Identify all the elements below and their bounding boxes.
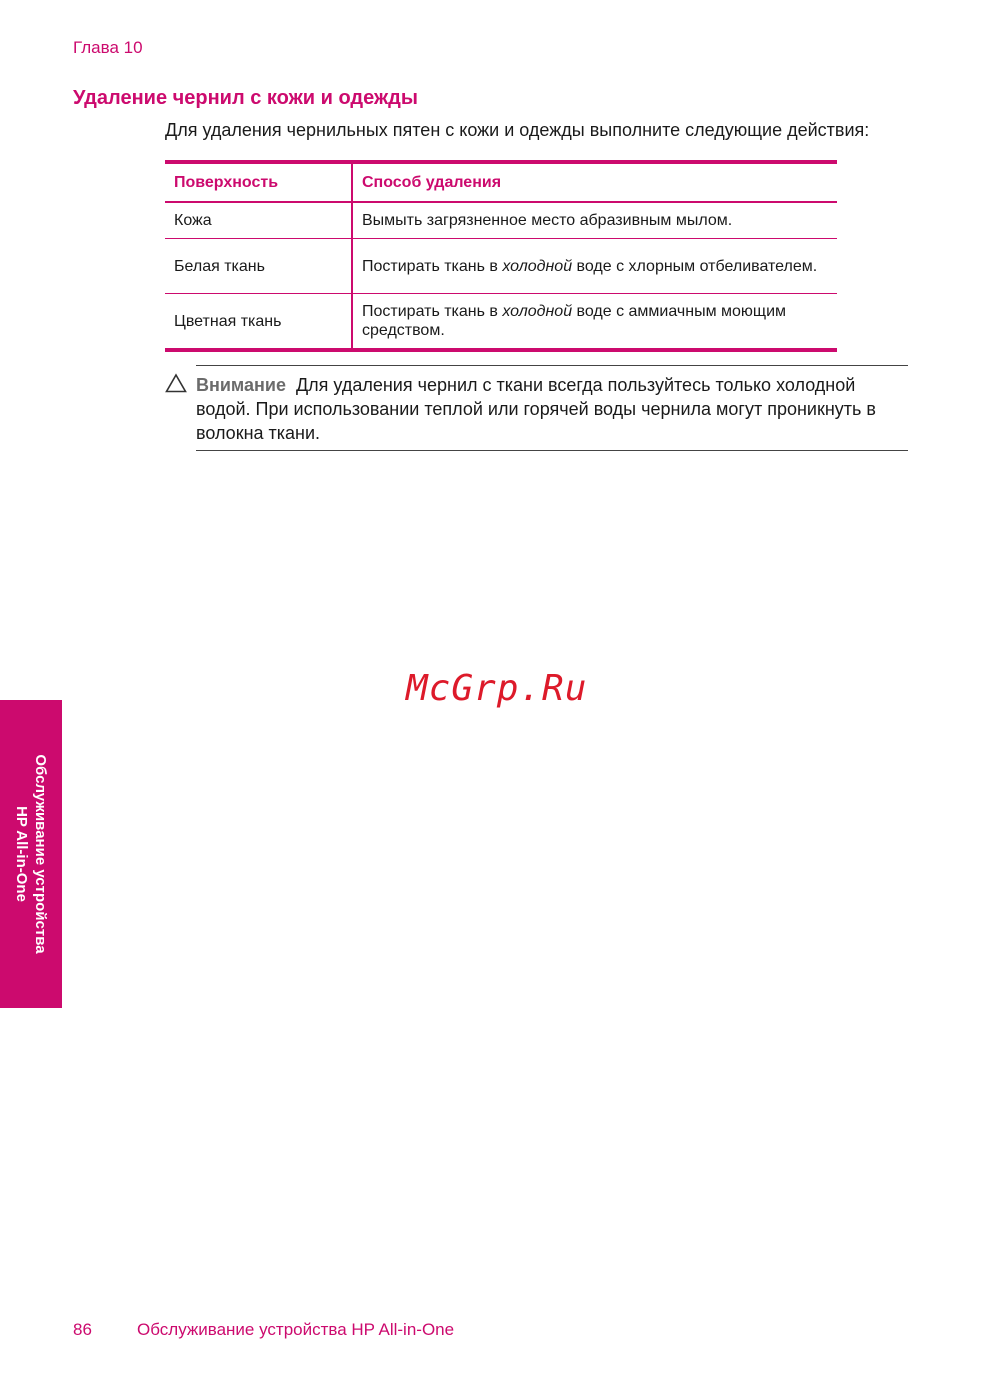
caution-label: Внимание: [196, 375, 286, 395]
side-tab-line-2: HP All-in-One: [13, 806, 30, 902]
side-tab: [0, 700, 62, 1008]
method-cell: [352, 239, 837, 294]
table-row: [165, 239, 837, 294]
side-tab-label: [12, 754, 50, 953]
method-text: Постирать ткань в: [362, 303, 503, 320]
intro-paragraph: Для удаления чернильных пятен с кожи и одежды выполните следующие действия:: [165, 120, 870, 140]
caution-text: Для удаления чернил с ткани всегда пользуйтесь только холодной водой. При использовании теплой или горячей воды чернила могут проникнуть в волокна ткани.: [196, 375, 876, 443]
column-header-surface: Поверхность: [165, 162, 352, 202]
method-text: Вымыть загрязненное место абразивным мылом.: [362, 212, 733, 229]
column-header-method: Способ удаления: [352, 162, 837, 202]
table-header-row: [165, 162, 837, 202]
page-number: 86: [73, 1320, 92, 1339]
surface-cell: Цветная ткань: [165, 294, 352, 351]
method-cell: [352, 294, 837, 351]
table-row: [165, 202, 837, 239]
footer-title: Обслуживание устройства HP All-in-One: [137, 1320, 455, 1339]
method-cell: [352, 202, 837, 239]
surface-cell: Кожа: [165, 202, 352, 239]
method-text-after: воде с аммиачным моющим средством.: [362, 303, 787, 339]
table-row: [165, 294, 837, 351]
ink-removal-table: [165, 160, 837, 352]
side-tab-line-1: Обслуживание устройства: [32, 754, 49, 954]
method-emphasis: холодной: [502, 257, 573, 275]
method-text: Постирать ткань в: [362, 257, 503, 275]
method-text-after: воде с хлорным отбеливателем.: [572, 257, 818, 275]
chapter-label: Глава 10: [73, 38, 143, 57]
method-emphasis: холодной: [502, 303, 573, 320]
surface-cell: Белая ткань: [165, 239, 352, 294]
watermark-logo: McGrp.Ru: [406, 668, 588, 709]
warning-triangle-icon: [165, 373, 187, 393]
section-heading: Удаление чернил с кожи и одежды: [73, 87, 418, 109]
caution-divider-top: [196, 365, 908, 366]
caution-body: [196, 373, 910, 445]
caution-divider-bottom: [196, 450, 908, 451]
